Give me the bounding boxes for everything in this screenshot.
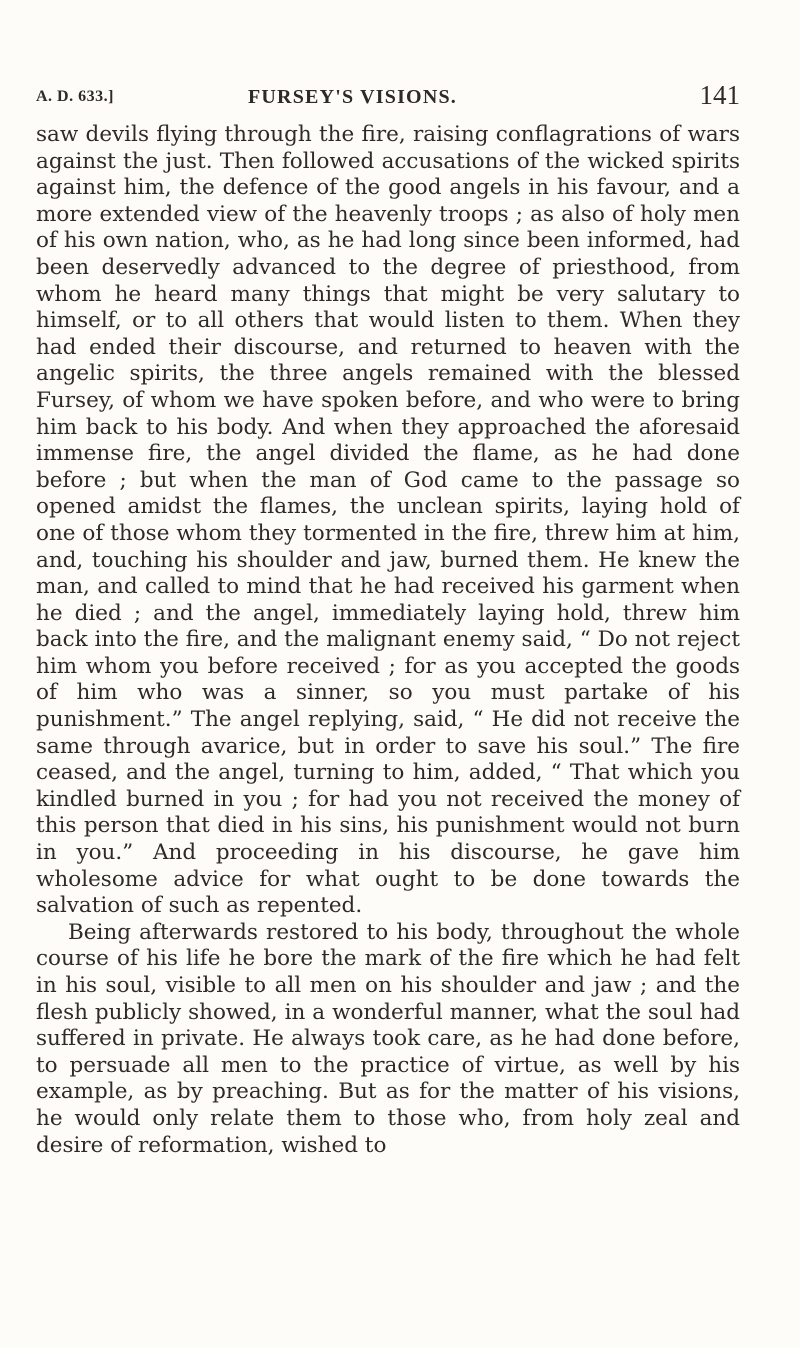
body-text [36,122,740,1159]
running-head [36,78,740,114]
running-head-title: FURSEY'S VISIONS. [248,86,457,108]
paragraph-1: saw devils flying through the fire, raising conflagrations of wars against the just. Then followed accusations of the wicked spirits against him, the defence of the good angels in his favour, and a more extended view of the heavenly troops ; as also of holy men of his own nation, who, as he had long since been informed, had been deservedly advanced to the degree of priesthood, from whom he heard many things that might be very salutary to himself, or to all others that would listen to them. When they had ended their discourse, and returned to heaven with the angelic spirits, the three angels remained with the blessed Fursey, of whom we have spoken before, and who were to bring him back to his body. And when they approached the aforesaid immense fire, the angel divided the flame, as he had done before ; but when the man of God came to the passage so opened amidst the flames, the unclean spirits, laying hold of one of those whom they tormented in the fire, threw him at him, and, touching his shoulder and jaw, burned them. He knew the man, and called to mind that he had received his garment when he died ; and the angel, immediately laying hold, threw him back into the fire, and the malignant enemy said, “ Do not reject him whom you before received ; for as you accepted the goods of him who was a sinner, so you must partake of his punishment.” The angel replying, said, “ He did not receive the same through avarice, but in order to save his soul.” The fire ceased, and the angel, turning to him, added, “ That which you kindled burned in you ; for had you not received the money of this person that died in his sins, his punishment would not burn in you.” And proceeding in his discourse, he gave him wholesome advice for what ought to be done towards the salvation of such as repented. [36,122,740,919]
page-number: 141 [699,80,740,110]
running-head-date: A. D. 633.] [36,88,114,105]
paragraph-2: Being afterwards restored to his body, throughout the whole course of his life he bore the mark of the fire which he had felt in his soul, visible to all men on his shoulder and jaw ; and the flesh publicly showed, in a wonderful manner, what the soul had suffered in private. He always took care, as he had done before, to persuade all men to the practice of virtue, as well by his example, as by preaching. But as for the matter of his visions, he would only relate them to those who, from holy zeal and desire of reformation, wished to [36,919,740,1158]
